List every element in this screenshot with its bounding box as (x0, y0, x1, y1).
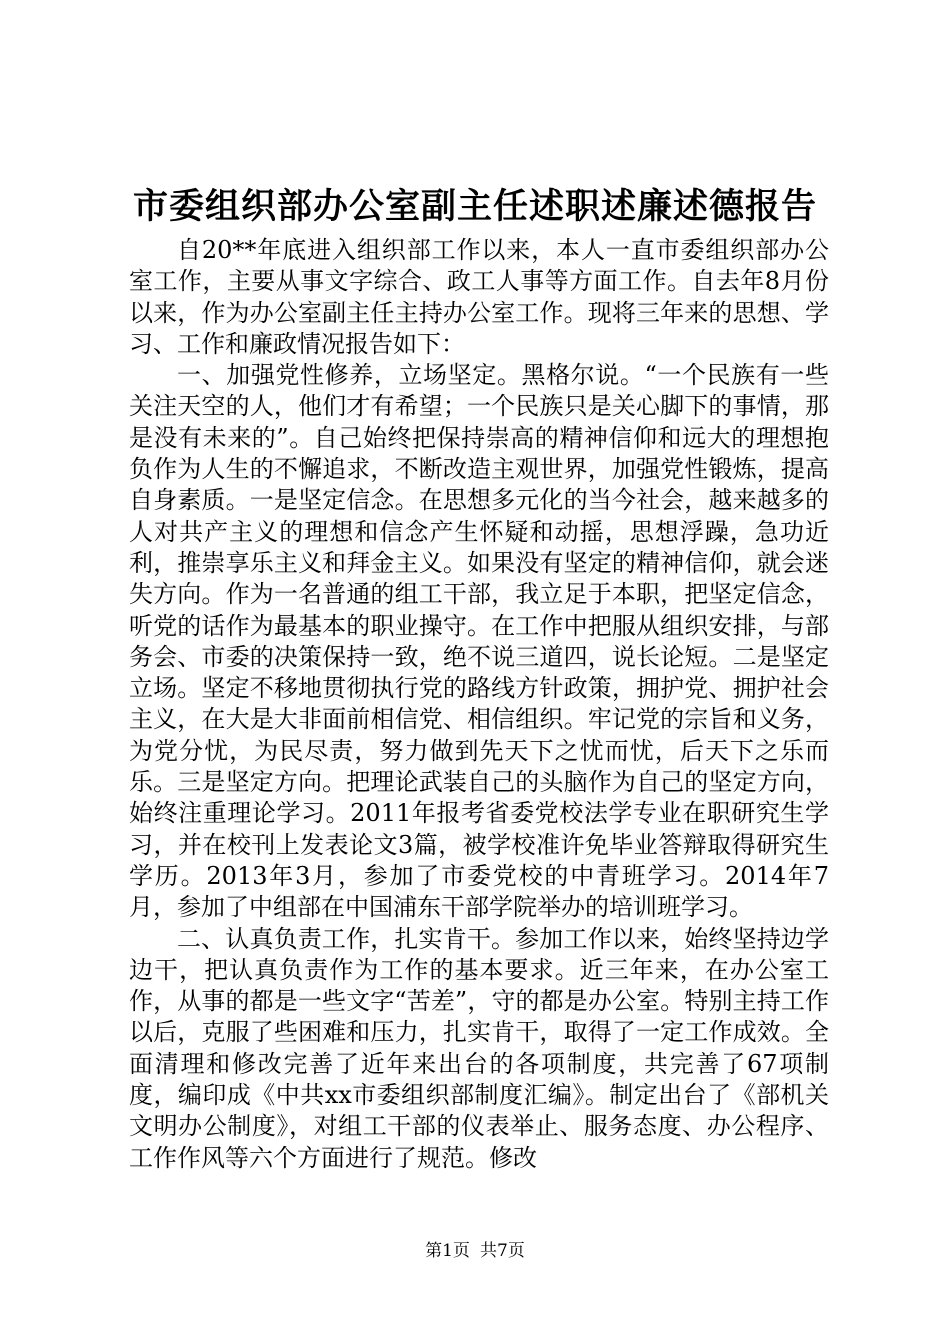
page-number: 第1页 (425, 1241, 470, 1261)
paragraph-section-one: 一、加强党性修养，立场坚定。黑格尔说。“一个民族有一些关注天空的人，他们才有希望；一个民族只是关心脚下的事情，那是没有未来的”。自己始终把保持崇高的精神信仰和远大的理想抱负作为人生的不懈追求，不断改造主观世界，加强党性锻炼，提高自身素质。一是坚定信念。在思想多元化的当今社会，越来越多的人对共产主义的理想和信念产生怀疑和动摇，思想浮躁，急功近利，推崇享乐主义和拜金主义。如果没有坚定的精神信仰，就会迷失方向。作为一名普通的组工干部，我立足于本职，把坚定信念，听党的话作为最基本的职业操守。在工作中把服从组织安排，与部务会、市委的决策保持一致，绝不说三道四，说长论短。二是坚定立场。坚定不移地贯彻执行党的路线方针政策，拥护党、拥护社会主义，在大是大非面前相信党、相信组织。牢记党的宗旨和义务，为党分忧，为民尽责，努力做到先天下之忧而忧，后天下之乐而乐。三是坚定方向。把理论武装自己的头脑作为自己的坚定方向，始终注重理论学习。2011年报考省委党校法学专业在职研究生学习，并在校刊上发表论文3篇，被学校准许免毕业答辩取得研究生学历。2013年3月，参加了市委党校的中青班学习。2014年7月，参加了中组部在中国浦东干部学院举办的培训班学习。 (129, 361, 829, 922)
paragraph-section-two: 二、认真负责工作，扎实肯干。参加工作以来，始终坚持边学边干，把认真负责作为工作的基本要求。近三年来，在办公室工作，从事的都是一些文字“苦差”，守的都是办公室。特别主持工作以后，克服了些困难和压力，扎实肯干，取得了一定工作成效。全面清理和修改完善了近年来出台的各项制度，共完善了67项制度，编印成《中共xx市委组织部制度汇编》。制定出台了《部机关文明办公制度》，对组工干部的仪表举止、服务态度、办公程序、工作作风等六个方面进行了规范。修改 (129, 924, 829, 1172)
document-title: 市委组织部办公室副主任述职述廉述德报告 (132, 186, 817, 227)
paragraph-intro: 自20**年底进入组织部工作以来，本人一直市委组织部办公室工作，主要从事文字综合、政工人事等方面工作。自去年8月份以来，作为办公室副主任主持办公室工作。现将三年来的思想、学习、工作和廉政情况报告如下： (129, 236, 829, 358)
page-footer (0, 1240, 950, 1262)
document-body (129, 235, 829, 1174)
page-total: 共7页 (480, 1241, 525, 1261)
